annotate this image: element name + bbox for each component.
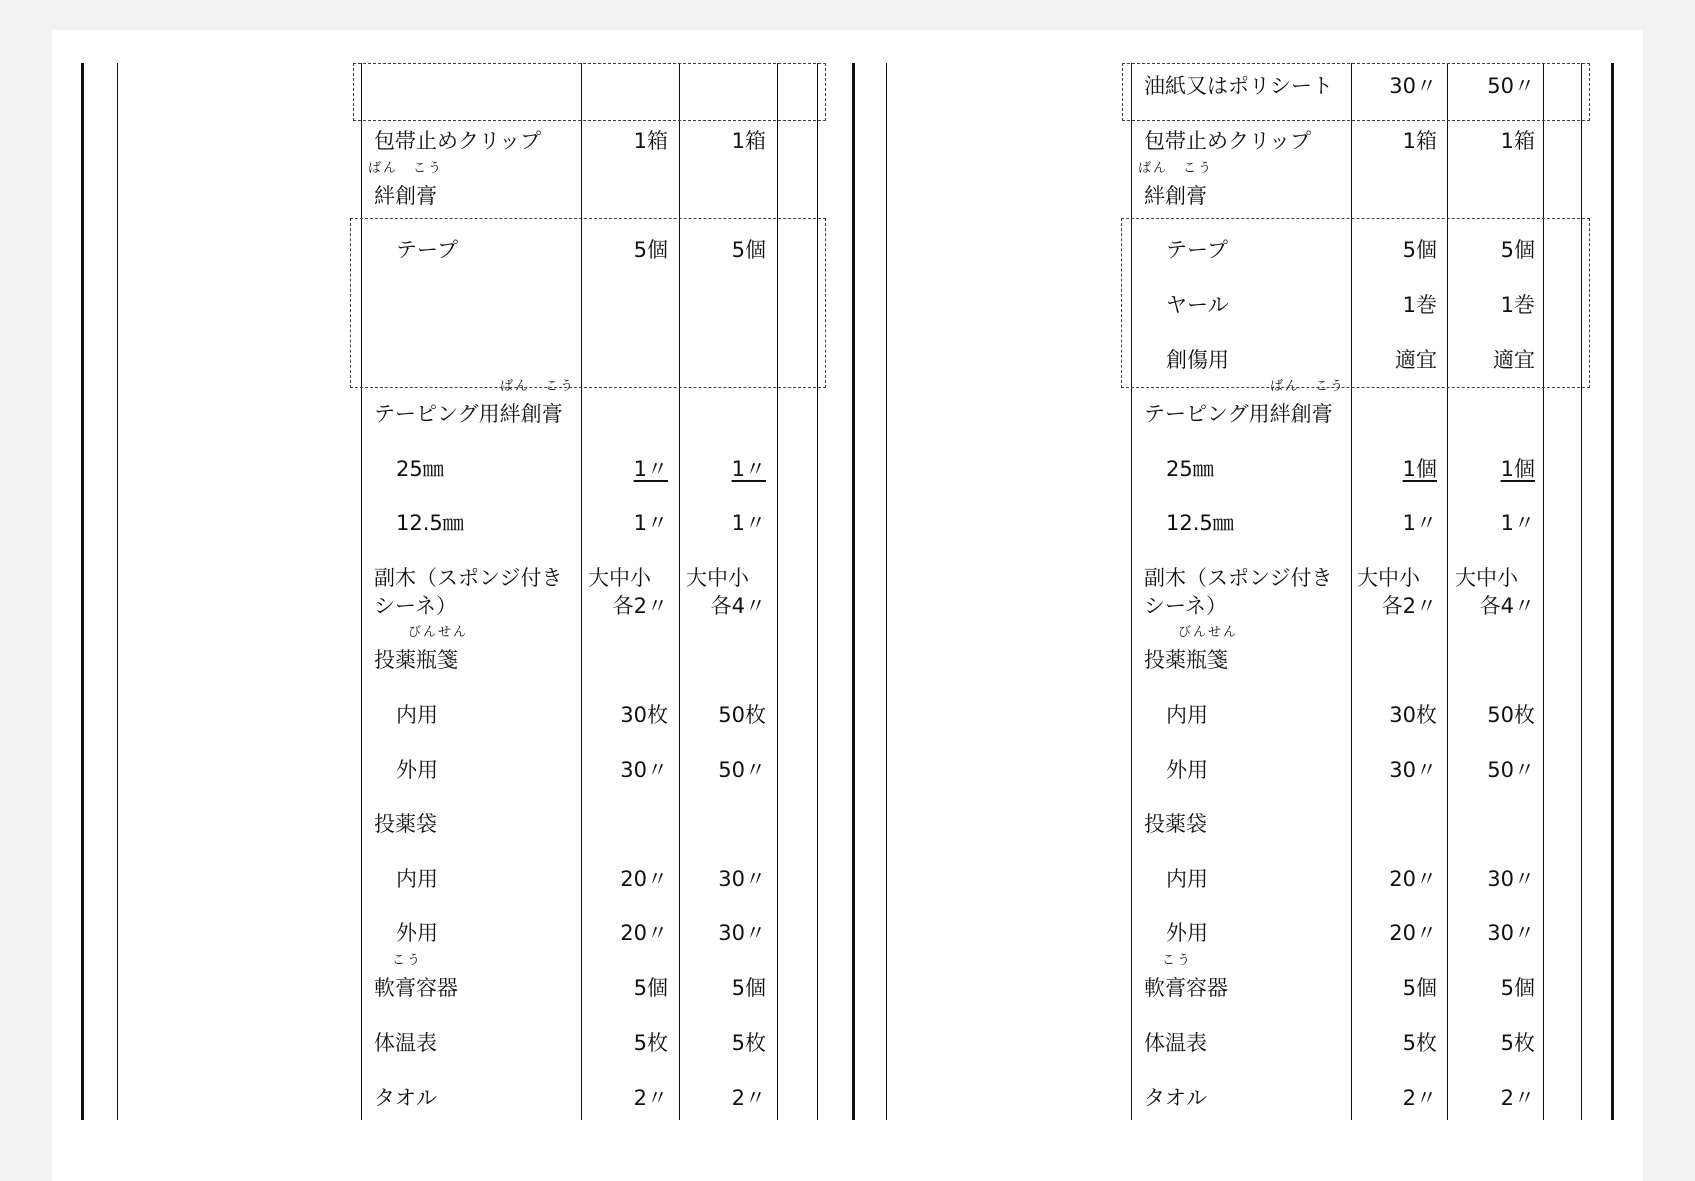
right-row-wound-label: 創傷用 (1166, 348, 1229, 372)
left-row-fukuboku-b-line1: 大中小 (686, 566, 749, 590)
right-outer-border (1611, 63, 1614, 1120)
left-row-binsen-out-label: 外用 (396, 758, 438, 782)
left-row-fukuboku-label: 副木（スポンジ付き (374, 566, 563, 590)
right-row-clip-value-a: 1箱 (1402, 129, 1437, 153)
right-row-binsen-label: 投薬瓶箋 (1144, 648, 1228, 672)
right-row-25mm-value-b: 1個 (1500, 457, 1535, 481)
right-row-fukuboku-label-cont: シーネ） (1144, 594, 1227, 618)
left-row-binsen-in-value-b: 50枚 (718, 703, 766, 727)
right-row-nanko-label: 軟膏容器 (1144, 976, 1228, 1000)
left-row-binsen-label: 投薬瓶箋 (374, 648, 458, 672)
left-row-towel-value-a: 2〃 (633, 1086, 668, 1110)
left-inner-rule (117, 63, 118, 1120)
left-row-fukuboku-label-cont: シーネ） (374, 594, 457, 618)
left-row-fukuboku-a-line1: 大中小 (588, 566, 651, 590)
right-row-bag-in-value-b: 30〃 (1487, 867, 1535, 891)
right-row-fukuboku-a-line2: 各2〃 (1381, 594, 1437, 618)
left-row-tape-value-b: 5個 (731, 238, 766, 262)
left-row-tape-value-a: 5個 (633, 238, 668, 262)
right-row-fukuboku-b-line1: 大中小 (1455, 566, 1518, 590)
right-row-towel-label: タオル (1144, 1086, 1207, 1110)
left-row-clip-label: 包帯止めクリップ (374, 129, 542, 153)
left-row-bag-out-value-b: 30〃 (718, 921, 766, 945)
left-outer-border (81, 63, 84, 1120)
right-row-tape-value-b: 5個 (1500, 238, 1535, 262)
left-row-towel-label: タオル (374, 1086, 437, 1110)
left-row-25mm-value-b: 1〃 (731, 457, 766, 481)
left-right-border (852, 63, 855, 1120)
right-row-binsen-ruby: びんせん (1178, 625, 1239, 640)
right-row-fukuboku-label: 副木（スポンジ付き (1144, 566, 1333, 590)
left-row-binsen-ruby: びんせん (408, 625, 469, 640)
right-row-fukuboku-a-line1: 大中小 (1357, 566, 1420, 590)
right-row-binsen-out-label: 外用 (1166, 758, 1208, 782)
left-row-taion-value-a: 5枚 (633, 1031, 668, 1055)
left-row-25mm-value-a: 1〃 (633, 457, 668, 481)
left-row-bansoko-ruby: ばん こう (368, 161, 444, 176)
right-row-taion-value-a: 5枚 (1402, 1031, 1437, 1055)
viewer-right-margin (1643, 30, 1695, 1181)
right-row-binsen-in-value-a: 30枚 (1389, 703, 1437, 727)
left-row-taping-label: テーピング用絆創膏 (374, 402, 563, 426)
right-row-clip-value-b: 1箱 (1500, 129, 1535, 153)
right-row-towel-value-a: 2〃 (1402, 1086, 1437, 1110)
left-row-bag-label: 投薬袋 (374, 812, 437, 836)
left-row-bansoko-label: 絆創膏 (374, 184, 437, 208)
right-row-binsen-out-value-a: 30〃 (1389, 758, 1437, 782)
right-row-bansoko-ruby: ばん こう (1138, 161, 1214, 176)
right-row-yarn-label: ヤール (1166, 293, 1229, 317)
right-row-nanko-value-a: 5個 (1402, 976, 1437, 1000)
right-row-wound-value-b: 適宜 (1493, 348, 1535, 372)
right-row-wound-value-a: 適宜 (1395, 348, 1437, 372)
right-row-binsen-in-value-b: 50枚 (1487, 703, 1535, 727)
left-row-fukuboku-b-line2: 各4〃 (710, 594, 766, 618)
left-row-taping-ruby: ばん こう (500, 379, 576, 394)
left-row-25mm-label: 25㎜ (396, 457, 444, 481)
right-row-taion-value-b: 5枚 (1500, 1031, 1535, 1055)
left-row-clip-value-a: 1箱 (633, 129, 668, 153)
left-row-bag-in-value-b: 30〃 (718, 867, 766, 891)
right-row-bag-out-value-a: 20〃 (1389, 921, 1437, 945)
left-row-fukuboku-a-line2: 各2〃 (612, 594, 668, 618)
left-row-bag-in-value-a: 20〃 (620, 867, 668, 891)
right-row-taping-label: テーピング用絆創膏 (1144, 402, 1333, 426)
left-row-binsen-out-value-b: 50〃 (718, 758, 766, 782)
left-row-125mm-value-a: 1〃 (633, 511, 668, 535)
right-row-bag-in-label: 内用 (1166, 867, 1208, 891)
right-inner-rule (886, 63, 887, 1120)
left-row-nanko-ruby: こう (392, 953, 423, 968)
left-row-binsen-in-value-a: 30枚 (620, 703, 668, 727)
left-row-binsen-in-label: 内用 (396, 703, 438, 727)
right-row-nanko-ruby: こう (1162, 953, 1193, 968)
right-row-125mm-value-b: 1〃 (1500, 511, 1535, 535)
right-row-tape-value-a: 5個 (1402, 238, 1437, 262)
right-row-yarn-value-b: 1巻 (1500, 293, 1535, 317)
viewer-top-margin (0, 0, 1695, 30)
left-row-bag-out-label: 外用 (396, 921, 438, 945)
right-row-25mm-value-a: 1個 (1402, 457, 1437, 481)
left-row-clip-value-b: 1箱 (731, 129, 766, 153)
right-row-nanko-value-b: 5個 (1500, 976, 1535, 1000)
left-row-taion-value-b: 5枚 (731, 1031, 766, 1055)
right-row-oilpaper-value-a: 30〃 (1389, 74, 1437, 98)
right-row-125mm-value-a: 1〃 (1402, 511, 1437, 535)
right-row-clip-label: 包帯止めクリップ (1144, 129, 1312, 153)
left-row-125mm-value-b: 1〃 (731, 511, 766, 535)
right-row-binsen-in-label: 内用 (1166, 703, 1208, 727)
right-row-bansoko-label: 絆創膏 (1144, 184, 1207, 208)
right-row-oilpaper-value-b: 50〃 (1487, 74, 1535, 98)
right-row-bag-in-value-a: 20〃 (1389, 867, 1437, 891)
right-row-taion-label: 体温表 (1144, 1031, 1207, 1055)
right-row-binsen-out-value-b: 50〃 (1487, 758, 1535, 782)
left-row-125mm-label: 12.5㎜ (396, 511, 464, 535)
right-row-tape-label: テープ (1166, 238, 1228, 262)
right-row-125mm-label: 12.5㎜ (1166, 511, 1234, 535)
right-row-bag-label: 投薬袋 (1144, 812, 1207, 836)
left-row-bag-out-value-a: 20〃 (620, 921, 668, 945)
left-row-towel-value-b: 2〃 (731, 1086, 766, 1110)
viewer-left-margin (0, 30, 52, 1181)
left-row-taion-label: 体温表 (374, 1031, 437, 1055)
left-row-binsen-out-value-a: 30〃 (620, 758, 668, 782)
left-dashed-box-top (353, 63, 826, 121)
right-row-fukuboku-b-line2: 各4〃 (1479, 594, 1535, 618)
left-row-bag-in-label: 内用 (396, 867, 438, 891)
right-row-oilpaper-label: 油紙又はポリシート (1144, 74, 1333, 98)
right-row-towel-value-b: 2〃 (1500, 1086, 1535, 1110)
left-row-nanko-label: 軟膏容器 (374, 976, 458, 1000)
right-row-bag-out-value-b: 30〃 (1487, 921, 1535, 945)
left-row-tape-label: テープ (396, 238, 458, 262)
right-row-25mm-label: 25㎜ (1166, 457, 1214, 481)
left-row-nanko-value-b: 5個 (731, 976, 766, 1000)
right-row-taping-ruby: ばん こう (1270, 379, 1346, 394)
left-row-nanko-value-a: 5個 (633, 976, 668, 1000)
right-row-bag-out-label: 外用 (1166, 921, 1208, 945)
right-row-yarn-value-a: 1巻 (1402, 293, 1437, 317)
